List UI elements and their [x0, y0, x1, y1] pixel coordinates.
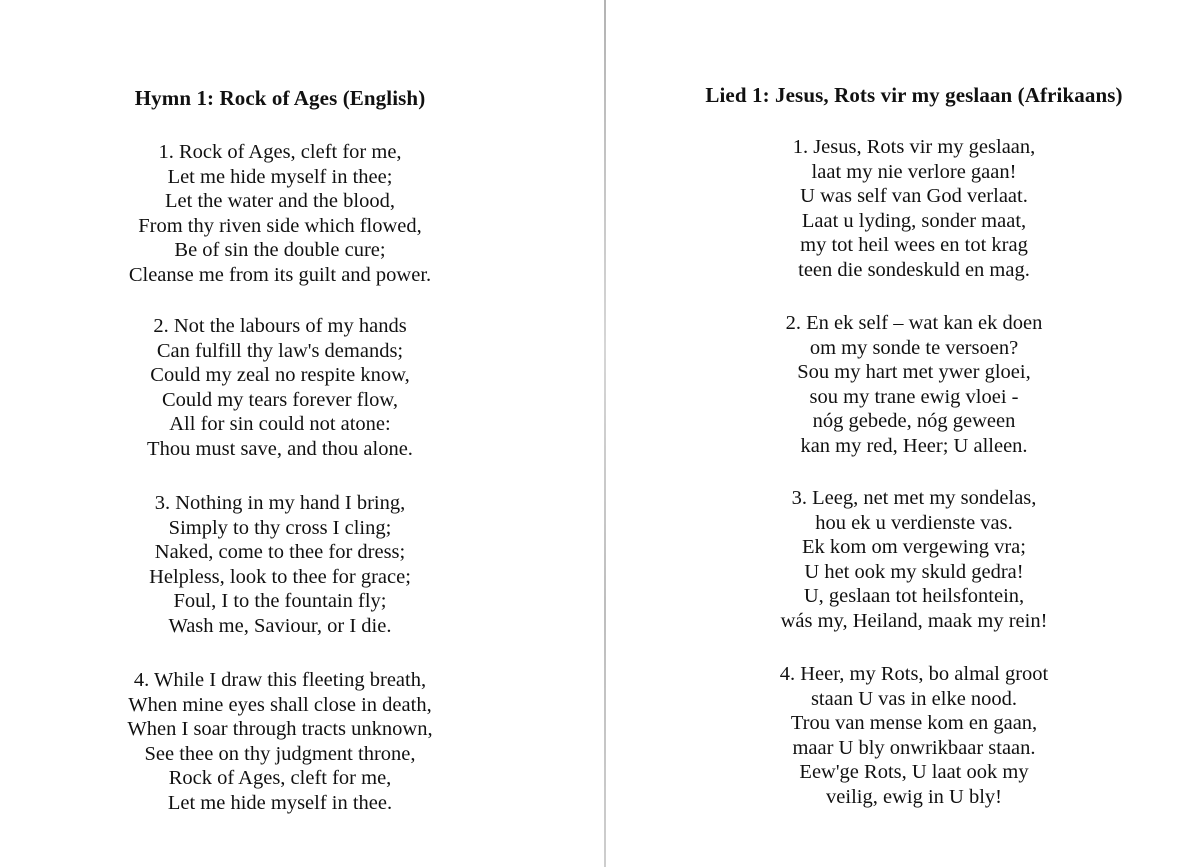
verse-line: When I soar through tracts unknown, — [127, 718, 433, 741]
verse-line: kan my red, Heer; U alleen. — [800, 434, 1028, 457]
verse-line: Ek kom om vergewing vra; — [802, 536, 1026, 559]
verse-line: Laat u lyding, sonder maat, — [801, 209, 1027, 232]
verse-line: 3. Nothing in my hand I bring, — [154, 492, 406, 514]
verse-line: wás my, Heiland, maak my rein! — [780, 609, 1048, 632]
english-verse-1 — [0, 140, 580, 288]
afrikaans-page — [608, 0, 1200, 867]
verse-line: laat my nie verlore gaan! — [811, 160, 1017, 183]
verse-line: Naked, come to thee for dress; — [154, 541, 406, 564]
afrikaans-verse-4 — [618, 662, 1200, 810]
afrikaans-hymn-title: Lied 1: Jesus, Rots vir my geslaan (Afrikaans) — [705, 83, 1123, 107]
verse-line: teen die sondeskuld en mag. — [798, 258, 1030, 281]
verse-line: Could my tears forever flow, — [161, 388, 399, 411]
verse-line: veilig, ewig in U bly! — [826, 785, 1002, 808]
verse-line: 1. Rock of Ages, cleft for me, — [158, 141, 402, 163]
verse-line: 2. Not the labours of my hands — [153, 315, 407, 337]
verse-line: 4. Heer, my Rots, bo almal groot — [779, 663, 1049, 685]
verse-line: Sou my hart met ywer gloei, — [797, 361, 1031, 384]
english-verse-3 — [0, 491, 580, 639]
verse-line: om my sonde te versoen? — [809, 336, 1019, 359]
afrikaans-verse-2 — [618, 311, 1200, 459]
verse-line: Can fulfill thy law's demands; — [156, 339, 404, 362]
afrikaans-verse-1 — [618, 135, 1200, 283]
verse-line: See thee on thy judgment throne, — [144, 742, 416, 765]
verse-line: Simply to thy cross I cling; — [168, 516, 392, 539]
verse-line: Could my zeal no respite know, — [150, 364, 410, 387]
verse-line: my tot heil wees en tot krag — [800, 234, 1028, 257]
verse-line: 2. En ek self – wat kan ek doen — [785, 312, 1043, 334]
verse-line: From thy riven side which flowed, — [138, 214, 422, 237]
page-fold-divider — [604, 0, 606, 867]
verse-line: Wash me, Saviour, or I die. — [168, 614, 392, 637]
english-verse-4 — [0, 668, 580, 816]
verse-line: When mine eyes shall close in death, — [128, 693, 432, 716]
verse-line: Let me hide myself in thee. — [167, 791, 393, 814]
verse-line: Let the water and the blood, — [165, 190, 395, 213]
verse-line: hou ek u verdienste vas. — [815, 511, 1013, 534]
verse-line: nóg gebede, nóg geween — [812, 410, 1016, 433]
verse-line: U, geslaan tot heilsfontein, — [803, 585, 1025, 608]
verse-line: Cleanse me from its guilt and power. — [128, 263, 432, 286]
verse-line: Foul, I to the fountain fly; — [173, 590, 387, 613]
verse-line: Trou van mense kom en gaan, — [790, 712, 1038, 735]
verse-line: Be of sin the double cure; — [174, 239, 386, 262]
english-hymn-title: Hymn 1: Rock of Ages (English) — [134, 86, 426, 110]
verse-line: All for sin could not atone: — [169, 413, 391, 436]
verse-line: Eew'ge Rots, U laat ook my — [799, 761, 1029, 784]
verse-line: U was self van God verlaat. — [800, 185, 1028, 208]
verse-line: Let me hide myself in thee; — [167, 165, 393, 188]
verse-line: 1. Jesus, Rots vir my geslaan, — [792, 136, 1036, 158]
verse-line: Thou must save, and thou alone. — [147, 437, 413, 460]
verse-line: Rock of Ages, cleft for me, — [168, 767, 392, 790]
verse-line: 3. Leeg, net met my sondelas, — [791, 487, 1037, 509]
verse-line: sou my trane ewig vloei - — [809, 385, 1019, 408]
afrikaans-verse-3 — [618, 486, 1200, 634]
verse-line: maar U bly onwrikbaar staan. — [792, 736, 1036, 759]
verse-line: U het ook my skuld gedra! — [804, 560, 1024, 583]
verse-line: Helpless, look to thee for grace; — [149, 565, 411, 588]
english-verse-2 — [0, 314, 580, 462]
verse-line: staan U vas in elke nood. — [810, 687, 1018, 710]
verse-line: 4. While I draw this fleeting breath, — [133, 669, 427, 691]
